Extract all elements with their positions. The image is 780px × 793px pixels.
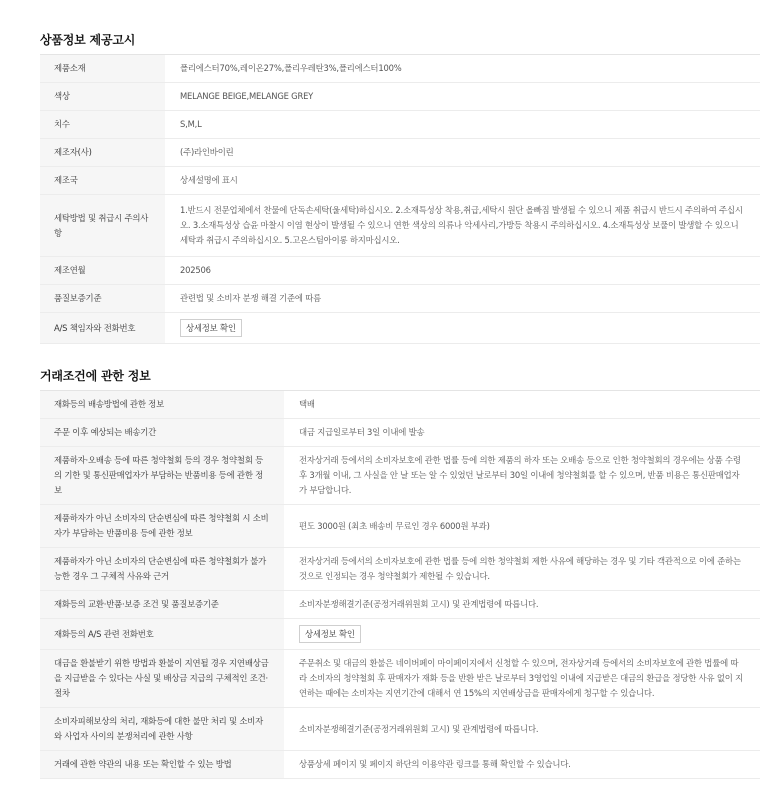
table-row: [40, 548, 760, 591]
row-value: [165, 313, 760, 344]
row-value: 폴리에스터70%,레이온27%,폴리우레탄3%,폴리에스터100%: [165, 55, 760, 83]
row-label: 재화등의 교환·반품·보증 조건 및 품질보증기준: [40, 591, 284, 619]
row-label: 제품소재: [40, 55, 165, 83]
row-value: [284, 619, 760, 650]
as-detail-button[interactable]: 상세정보 확인: [180, 319, 242, 337]
as-phone-detail-button[interactable]: 상세정보 확인: [299, 625, 361, 643]
row-value: 상품상세 페이지 및 페이지 하단의 이용약관 링크를 통해 확인할 수 있습니다.: [284, 751, 760, 779]
product-info-title: 상품정보 제공고시: [40, 33, 136, 47]
trade-info-title: 거래조건에 관한 정보: [40, 369, 151, 383]
row-label: 거래에 관한 약관의 내용 또는 확인할 수 있는 방법: [40, 751, 284, 779]
row-value: 소비자분쟁해결기준(공정거래위원회 고시) 및 관계법령에 따릅니다.: [284, 708, 760, 751]
row-label: 제품하자가 아닌 소비자의 단순변심에 따른 청약철회 시 소비자가 부담하는 반품비용 등에 관한 정보: [40, 505, 284, 548]
row-value: 관련법 및 소비자 분쟁 해결 기준에 따름: [165, 285, 760, 313]
row-label: 치수: [40, 111, 165, 139]
row-label: 소비자피해보상의 처리, 재화등에 대한 불만 처리 및 소비자와 사업자 사이의 분쟁처리에 관한 사항: [40, 708, 284, 751]
table-row: [40, 650, 760, 708]
row-value: S,M,L: [165, 111, 760, 139]
row-value: 1.반드시 전문업체에서 찬물에 단독손세탁(울세탁)하십시오. 2.소재특성상 착용,취급,세탁시 원단 올빠짐 발생될 수 있으니 제품 취급시 반드시 주의하여 주십시오. 3.소재특성상 습윤 마찰시 이염 현상이 발생될 수 있으니 연한 색상의 의류나 악세사리,가방등 착용시 주의하십시오. 4.소재특성상 보풀이 발생할 수 있으니 세탁과 취급시 주의하십시오. 5.고온스팀아이롱 하지마십시오.: [165, 195, 760, 257]
row-value: 전자상거래 등에서의 소비자보호에 관한 법률 등에 의한 제품의 하자 또는 오배송 등으로 인한 청약철회의 경우에는 상품 수령 후 3개월 이내, 그 사실을 안 날 또는 알 수 있었던 날로부터 30일 이내에 청약철회를 할 수 있으며, 반품 비용은 통신판매업자가 부담합니다.: [284, 447, 760, 505]
row-value: 전자상거래 등에서의 소비자보호에 관한 법률 등에 의한 청약철회 제한 사유에 해당하는 경우 및 기타 객관적으로 이에 준하는 것으로 인정되는 경우 청약철회가 제한될 수 있습니다.: [284, 548, 760, 591]
table-row: [40, 257, 760, 285]
trade-info-table: [40, 390, 760, 779]
table-row: [40, 391, 760, 419]
product-info-table: [40, 54, 760, 344]
row-label: 세탁방법 및 취급시 주의사항: [40, 195, 165, 257]
table-row: [40, 419, 760, 447]
row-value: 대금 지급일로부터 3일 이내에 발송: [284, 419, 760, 447]
row-label: A/S 책임자와 전화번호: [40, 313, 165, 344]
table-row: [40, 447, 760, 505]
row-value: 택배: [284, 391, 760, 419]
row-label: 대금을 환불받기 위한 방법과 환불이 지연될 경우 지연배상금을 지급받을 수 있다는 사실 및 배상금 지급의 구체적인 조건·절차: [40, 650, 284, 708]
row-label: 제품하자·오배송 등에 따른 청약철회 등의 경우 청약철회 등의 기한 및 통신판매업자가 부담하는 반품비용 등에 관한 정보: [40, 447, 284, 505]
row-label: 제조연월: [40, 257, 165, 285]
table-row: [40, 55, 760, 83]
row-value: MELANGE BEIGE,MELANGE GREY: [165, 83, 760, 111]
table-row: [40, 505, 760, 548]
table-row: [40, 167, 760, 195]
table-row: [40, 751, 760, 779]
row-label: 재화등의 배송방법에 관한 정보: [40, 391, 284, 419]
table-row: [40, 285, 760, 313]
row-label: 재화등의 A/S 관련 전화번호: [40, 619, 284, 650]
table-row: [40, 83, 760, 111]
row-value: 202506: [165, 257, 760, 285]
table-row: [40, 195, 760, 257]
table-row: [40, 591, 760, 619]
row-value: 소비자분쟁해결기준(공정거래위원회 고시) 및 관계법령에 따릅니다.: [284, 591, 760, 619]
table-row: [40, 619, 760, 650]
row-label: 제품하자가 아닌 소비자의 단순변심에 따른 청약철회가 불가능한 경우 그 구체적 사유와 근거: [40, 548, 284, 591]
row-value: 편도 3000원 (최초 배송비 무료인 경우 6000원 부과): [284, 505, 760, 548]
row-label: 제조자(사): [40, 139, 165, 167]
table-row: [40, 139, 760, 167]
row-value: 상세설명에 표시: [165, 167, 760, 195]
row-value: (주)라인바이린: [165, 139, 760, 167]
row-label: 색상: [40, 83, 165, 111]
row-value: 주문취소 및 대금의 환불은 네이버페이 마이페이지에서 신청할 수 있으며, 전자상거래 등에서의 소비자보호에 관한 법률에 따라 소비자의 청약철회 후 판매자가 재화 등을 반환 받은 날로부터 3영업일 이내에 지급받은 대금의 환급을 정당한 사유 없이 지연하는 때에는 소비자는 지연기간에 대해서 연 15%의 지연배상금을 판매자에게 청구할 수 있습니다.: [284, 650, 760, 708]
row-label: 품질보증기준: [40, 285, 165, 313]
row-label: 주문 이후 예상되는 배송기간: [40, 419, 284, 447]
table-row: [40, 111, 760, 139]
table-row: [40, 708, 760, 751]
table-row: [40, 313, 760, 344]
row-label: 제조국: [40, 167, 165, 195]
